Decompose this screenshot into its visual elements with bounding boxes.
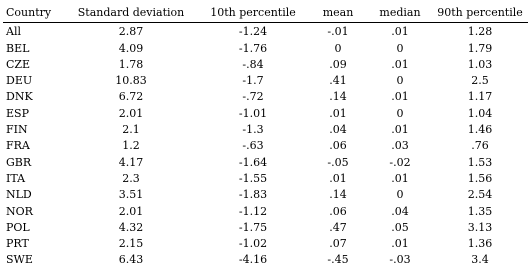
cell-90th-percentile: 1.56 <box>467 171 493 185</box>
cell-10th-percentile: -1.02 <box>238 237 268 251</box>
header-median: median <box>379 6 421 19</box>
cell-median: .01 <box>391 90 409 104</box>
table-row <box>3 236 528 252</box>
cell-mean: .14 <box>329 188 347 202</box>
cell-mean: -.45 <box>327 253 349 267</box>
cell-10th-percentile: -1.12 <box>238 204 268 218</box>
table-row <box>3 138 528 154</box>
cell-standard-deviation: 2.1 <box>122 123 140 137</box>
cell-country: POL <box>6 220 30 234</box>
table-row <box>3 73 528 89</box>
cell-median: -.03 <box>389 253 411 267</box>
cell-median: .03 <box>391 139 409 153</box>
cell-country: DEU <box>6 74 33 88</box>
cell-standard-deviation: 4.09 <box>118 41 144 55</box>
header-standard-deviation: Standard deviation <box>77 6 185 19</box>
cell-10th-percentile: -1.24 <box>238 25 268 39</box>
cell-mean: .01 <box>329 171 347 185</box>
table-row <box>3 57 528 73</box>
table-row <box>3 23 528 41</box>
cell-standard-deviation: 6.43 <box>118 253 144 267</box>
cell-mean: .06 <box>329 204 347 218</box>
cell-mean: .14 <box>329 90 347 104</box>
table-row <box>3 171 528 187</box>
cell-90th-percentile: 1.36 <box>467 237 493 251</box>
cell-90th-percentile: 1.04 <box>467 106 493 120</box>
cell-90th-percentile: 1.17 <box>467 90 493 104</box>
cell-standard-deviation: 6.72 <box>118 90 144 104</box>
header-row <box>3 5 528 23</box>
cell-median: 0 <box>396 106 404 120</box>
cell-mean: -.05 <box>327 155 349 169</box>
cell-mean: 0 <box>334 41 342 55</box>
cell-10th-percentile: -4.16 <box>238 253 268 267</box>
cell-90th-percentile: 1.79 <box>467 41 493 55</box>
cell-median: .01 <box>391 57 409 71</box>
cell-median: .01 <box>391 237 409 251</box>
cell-10th-percentile: -.72 <box>242 90 264 104</box>
cell-standard-deviation: 2.3 <box>122 171 140 185</box>
cell-country: FIN <box>6 123 28 137</box>
cell-mean: .04 <box>329 123 347 137</box>
cell-median: .01 <box>391 123 409 137</box>
cell-country: ITA <box>6 171 26 185</box>
cell-country: ESP <box>6 106 29 120</box>
cell-mean: .07 <box>329 237 347 251</box>
cell-standard-deviation: 1.2 <box>122 139 140 153</box>
cell-10th-percentile: -.84 <box>242 57 264 71</box>
cell-90th-percentile: 1.46 <box>467 123 493 137</box>
cell-standard-deviation: 2.15 <box>118 237 144 251</box>
table-row <box>3 204 528 220</box>
table-row <box>3 155 528 171</box>
cell-country: SWE <box>6 253 33 267</box>
cell-10th-percentile: -.63 <box>242 139 264 153</box>
cell-country: FRA <box>6 139 30 153</box>
cell-90th-percentile: 1.35 <box>467 204 493 218</box>
cell-country: PRT <box>6 237 29 251</box>
cell-median: .04 <box>391 204 409 218</box>
cell-standard-deviation: 2.87 <box>118 25 144 39</box>
cell-10th-percentile: -1.7 <box>242 74 264 88</box>
cell-10th-percentile: -1.83 <box>238 188 268 202</box>
cell-10th-percentile: -1.76 <box>238 41 268 55</box>
cell-median: .01 <box>391 25 409 39</box>
cell-country: GBR <box>6 155 32 169</box>
statistics-table <box>3 5 528 269</box>
cell-country: NOR <box>6 204 33 218</box>
cell-median: 0 <box>396 74 404 88</box>
table-row <box>3 187 528 203</box>
cell-90th-percentile: 3.13 <box>467 220 493 234</box>
header-90th-percentile: 90th percentile <box>437 6 523 19</box>
cell-standard-deviation: 4.32 <box>118 220 144 234</box>
cell-90th-percentile: 1.28 <box>467 25 493 39</box>
cell-median: -.02 <box>389 155 411 169</box>
table-row <box>3 122 528 138</box>
cell-mean: .47 <box>329 220 347 234</box>
header-10th-percentile: 10th percentile <box>210 6 296 19</box>
cell-median: .01 <box>391 171 409 185</box>
cell-median: 0 <box>396 188 404 202</box>
cell-10th-percentile: -1.64 <box>238 155 268 169</box>
cell-standard-deviation: 3.51 <box>118 188 144 202</box>
table-row <box>3 220 528 236</box>
cell-10th-percentile: -1.3 <box>242 123 264 137</box>
cell-90th-percentile: 1.03 <box>467 57 493 71</box>
cell-mean: .09 <box>329 57 347 71</box>
table-row <box>3 252 528 268</box>
cell-mean: .06 <box>329 139 347 153</box>
table-body <box>3 23 528 269</box>
cell-country: CZE <box>6 57 31 71</box>
header-country: Country <box>6 6 52 19</box>
cell-90th-percentile: 2.54 <box>467 188 493 202</box>
table-header <box>3 5 528 23</box>
cell-10th-percentile: -1.55 <box>238 171 268 185</box>
cell-country: NLD <box>6 188 32 202</box>
cell-country: All <box>6 25 21 39</box>
table-row <box>3 41 528 57</box>
cell-standard-deviation: 4.17 <box>118 155 144 169</box>
cell-country: BEL <box>6 41 30 55</box>
cell-90th-percentile: 1.53 <box>467 155 493 169</box>
table-row <box>3 89 528 105</box>
cell-median: .05 <box>391 220 409 234</box>
cell-standard-deviation: 1.78 <box>118 57 144 71</box>
cell-median: 0 <box>396 41 404 55</box>
cell-mean: -.01 <box>327 25 349 39</box>
cell-country: DNK <box>6 90 33 104</box>
cell-10th-percentile: -1.75 <box>238 220 268 234</box>
cell-90th-percentile: 2.5 <box>471 74 489 88</box>
cell-standard-deviation: 2.01 <box>118 204 144 218</box>
cell-mean: .01 <box>329 106 347 120</box>
cell-standard-deviation: 2.01 <box>118 106 144 120</box>
cell-90th-percentile: .76 <box>471 139 489 153</box>
table-row <box>3 106 528 122</box>
cell-standard-deviation: 10.83 <box>115 74 147 88</box>
cell-90th-percentile: 3.4 <box>471 253 489 267</box>
header-mean: mean <box>322 6 354 19</box>
cell-10th-percentile: -1.01 <box>238 106 268 120</box>
cell-mean: .41 <box>329 74 347 88</box>
